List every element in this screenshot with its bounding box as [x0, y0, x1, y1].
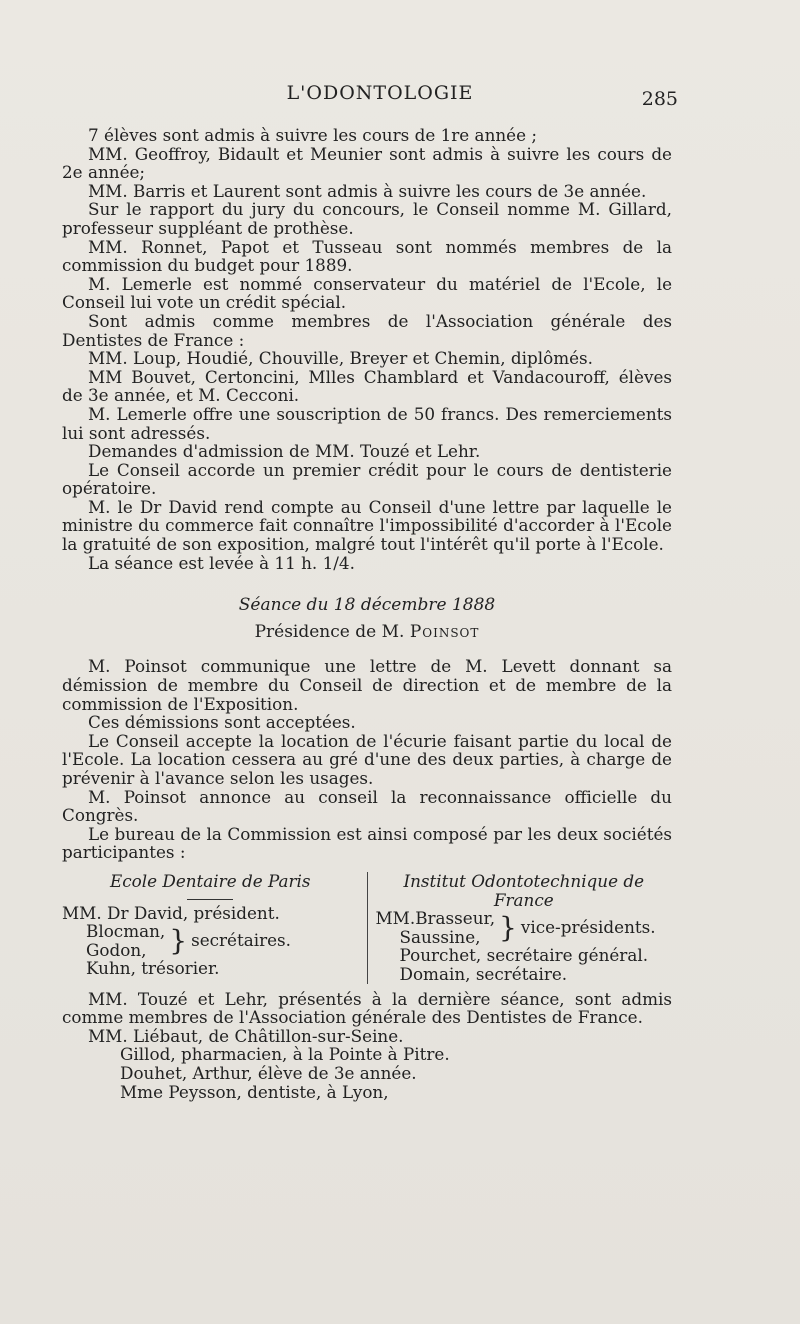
- paragraph: Sur le rapport du jury du concours, le Conseil nomme M. Gillard, professeur suppléant de prothèse.: [62, 199, 672, 238]
- right-brace: }: [169, 923, 188, 957]
- column-title: Ecole Dentaire de Paris: [109, 870, 311, 891]
- member-name: MM.Brasseur,: [375, 908, 496, 929]
- list-item: Mme Peysson, dentiste, à Lyon,: [120, 1081, 389, 1102]
- session-title: Séance du 18 décembre 1888: [238, 595, 496, 616]
- member-line: Domain, secrétaire.: [399, 963, 568, 984]
- paragraph: M. Lemerle est nommé conservateur du matériel de l'Ecole, le Conseil lui vote un crédit spécial.: [62, 273, 672, 313]
- vice-presidents-group: [376, 909, 656, 946]
- minutes-part-3: [62, 990, 672, 1102]
- member-line: Kuhn, trésorier.: [86, 958, 220, 979]
- paragraph: M. Poinsot communique une lettre de M. Levett donnant sa démission de membre du Conseil de direction et de membre de la commission de l'Exposition.: [62, 656, 672, 714]
- paragraph: M. Poinsot annonce au conseil la reconnaissance officielle du Congrès.: [62, 786, 672, 826]
- session-presidency: [62, 623, 672, 642]
- member-role: vice-présidents.: [520, 917, 656, 938]
- minutes-part-2: [62, 657, 672, 862]
- list-item: Douhet, Arthur, élève de 3e année.: [120, 1062, 417, 1083]
- list-item: Gillod, pharmacien, à la Pointe à Pitre.: [120, 1044, 450, 1065]
- paragraph: M. Lemerle offre une souscription de 50 francs. Des remerciements lui sont adressés.: [62, 403, 672, 443]
- running-title: L'ODONTOLOGIE: [286, 82, 474, 104]
- paragraph: MM. Liébaut, de Châtillon-sur-Seine.: [88, 1025, 404, 1046]
- commission-table: [62, 872, 672, 984]
- column-ecole-dentaire: [62, 872, 367, 984]
- secretaries-group: [62, 922, 291, 959]
- member-line: MM. Dr David, président.: [62, 902, 280, 923]
- paragraph: MM Bouvet, Certoncini, Mlles Chamblard et Vandacouroff, élèves de 3e année, et M. Cecconi.: [62, 366, 672, 406]
- minutes-part-1: [62, 126, 672, 572]
- paragraph: Le bureau de la Commission est ainsi composé par les deux sociétés participantes :: [62, 823, 672, 863]
- member-role: secrétaires.: [191, 930, 292, 951]
- page-body: [62, 126, 672, 1101]
- page-header: [0, 82, 800, 116]
- brace-names: [86, 922, 165, 959]
- paragraph: M. le Dr David rend compte au Conseil d'une lettre par laquelle le ministre du commerce fait connaître l'impossibilité d'accorder à l'Ecole la gratuité de son exposition, malgré tout l'intérêt qu'il porte à l'Ecole.: [62, 496, 672, 555]
- section-spacer: [62, 641, 672, 657]
- brace-names: [376, 909, 496, 946]
- column-institut-odontotechnique: [367, 872, 673, 984]
- paragraph: Demandes d'admission de MM. Touzé et Lehr.: [88, 441, 481, 462]
- right-brace: }: [499, 910, 517, 944]
- column-title: Institut Odontotechnique de France: [403, 870, 645, 910]
- presidency-prefix: Présidence de M.: [254, 621, 405, 642]
- paragraph: 7 élèves sont admis à suivre les cours de 1re année ;: [88, 125, 538, 145]
- member-name: Godon,: [86, 939, 147, 960]
- title-rule: [187, 899, 233, 900]
- paragraph: Le Conseil accepte la location de l'écurie faisant partie du local de l'Ecole. La location cessera au gré d'une des deux parties, à charge de prévenir à l'avance selon les usages.: [62, 730, 672, 788]
- paragraph: MM. Touzé et Lehr, présentés à la dernière séance, sont admis comme membres de l'Association générale des Dentistes de France.: [62, 988, 672, 1028]
- paragraph: Ces démissions sont acceptées.: [88, 712, 356, 733]
- paragraph: MM. Barris et Laurent sont admis à suivre les cours de 3e année.: [88, 180, 647, 201]
- paragraph: MM. Geoffroy, Bidault et Meunier sont admis à suivre les cours de 2e année;: [62, 143, 672, 183]
- member-name: Saussine,: [399, 926, 481, 947]
- paragraph: MM. Ronnet, Papot et Tusseau sont nommés membres de la commission du budget pour 1889.: [62, 236, 672, 276]
- presidency-name: Poinsot: [409, 621, 480, 642]
- member-line: Pourchet, secrétaire général.: [399, 945, 649, 966]
- member-name: Blocman,: [86, 921, 166, 942]
- page-number: 285: [641, 88, 678, 110]
- paragraph: La séance est levée à 11 h. 1/4.: [88, 552, 355, 573]
- paragraph: Sont admis comme membres de l'Association générale des Dentistes de France :: [62, 310, 672, 350]
- paragraph: Le Conseil accorde un premier crédit pour le cours de dentisterie opératoire.: [62, 459, 672, 499]
- paragraph: MM. Loup, Houdié, Chouville, Breyer et Chemin, diplômés.: [88, 348, 594, 369]
